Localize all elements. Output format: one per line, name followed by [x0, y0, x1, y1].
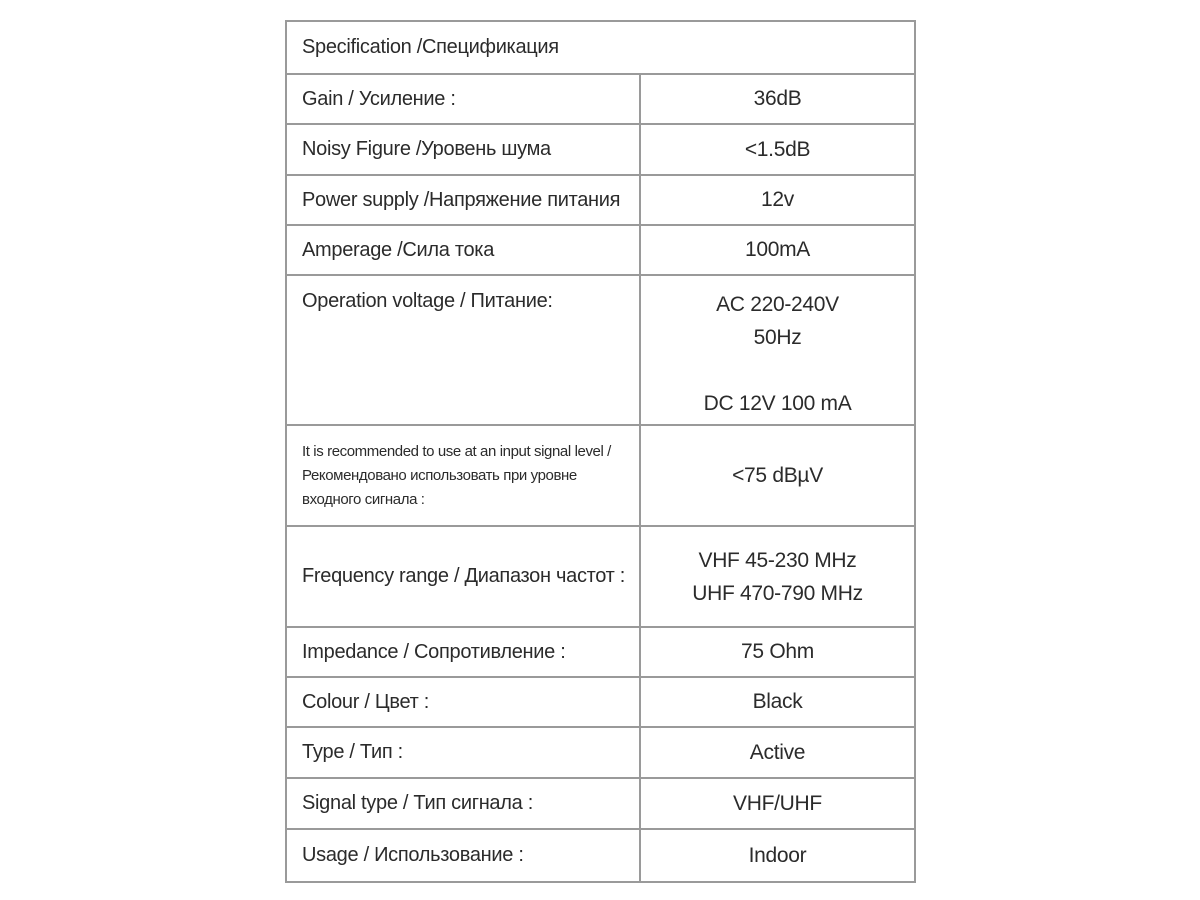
- value-line-spacer: [641, 354, 914, 387]
- row-label: Noisy Figure /Уровень шума: [286, 124, 640, 175]
- table-row: [286, 526, 915, 627]
- table-row: [286, 778, 915, 829]
- row-value: [640, 526, 915, 627]
- row-value: <75 dBµV: [640, 425, 915, 526]
- label-line: входного сигнала :: [302, 490, 425, 508]
- row-value: Active: [640, 727, 915, 778]
- row-label: Operation voltage / Питание:: [286, 275, 640, 425]
- table-header-row: [286, 21, 915, 74]
- table-row: [286, 425, 915, 526]
- table-row: [286, 74, 915, 124]
- row-label: [286, 425, 640, 526]
- value-line: DC 12V 100 mA: [703, 392, 852, 415]
- row-label: Power supply /Напряжение питания: [286, 175, 640, 225]
- table-row: [286, 124, 915, 175]
- row-label: Impedance / Сопротивление :: [286, 627, 640, 677]
- row-label: Type / Тип :: [286, 727, 640, 778]
- table-row: [286, 727, 915, 778]
- value-line: VHF 45-230 MHz: [698, 548, 857, 572]
- table-header: Specification /Спецификация: [286, 21, 915, 74]
- row-label: Colour / Цвет :: [286, 677, 640, 727]
- row-value: Indoor: [640, 829, 915, 882]
- label-line: Рекомендовано использовать при уровне: [302, 466, 577, 484]
- row-value: VHF/UHF: [640, 778, 915, 829]
- value-line: 50Hz: [753, 326, 802, 349]
- specification-table: [285, 20, 916, 883]
- table-row: [286, 677, 915, 727]
- row-label: Frequency range / Диапазон частот :: [286, 526, 640, 627]
- value-line: AC 220-240V: [716, 293, 839, 316]
- row-value: 12v: [640, 175, 915, 225]
- table-row: [286, 225, 915, 275]
- row-value: 100mA: [640, 225, 915, 275]
- value-line: UHF 470-790 MHz: [692, 581, 863, 605]
- label-line: It is recommended to use at an input signal level /: [302, 442, 611, 460]
- row-value: [640, 275, 915, 425]
- table-row: [286, 627, 915, 677]
- row-value: <1.5dB: [640, 124, 915, 175]
- row-label: Gain / Усиление :: [286, 74, 640, 124]
- table-row: [286, 175, 915, 225]
- table-row: [286, 829, 915, 882]
- row-label: Amperage /Сила тока: [286, 225, 640, 275]
- row-value: Black: [640, 677, 915, 727]
- row-label: Usage / Использование :: [286, 829, 640, 882]
- row-value: 75 Ohm: [640, 627, 915, 677]
- row-label: Signal type / Тип сигнала :: [286, 778, 640, 829]
- row-value: 36dB: [640, 74, 915, 124]
- table-row: [286, 275, 915, 425]
